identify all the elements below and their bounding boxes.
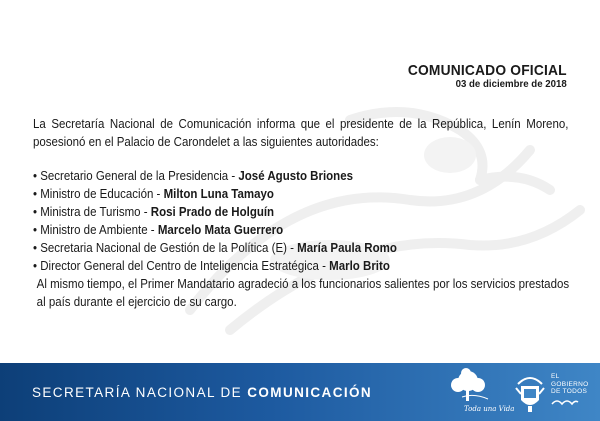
list-item: [33, 167, 568, 185]
wave-icon: [551, 396, 579, 406]
closing-paragraph: Al mismo tiempo, el Primer Mandatario agradeció a los funcionarios salientes por los servicios prestados al país durante el ejercicio de su cargo.: [36, 277, 570, 309]
tree-logo-icon: [444, 367, 515, 417]
appointee-name: Milton Luna Tamayo: [163, 187, 274, 201]
appointment-role: • Ministra de Turismo -: [33, 205, 151, 219]
list-item: [33, 221, 568, 239]
government-logo-line: GOBIERNO: [551, 380, 589, 388]
list-item: [33, 257, 568, 275]
appointee-name: María Paula Romo: [297, 241, 397, 255]
document-title: COMUNICADO OFICIAL: [408, 62, 567, 79]
organization-name-prefix: SECRETARÍA NACIONAL DE: [32, 385, 248, 400]
appointee-name: José Agusto Briones: [238, 169, 353, 183]
appointee-name: Rosi Prado de Holguín: [150, 205, 275, 219]
appointee-name: Marlo Brito: [329, 259, 390, 273]
list-item: [33, 203, 568, 221]
government-logo-line: EL: [551, 373, 560, 380]
organization-name: [32, 385, 372, 400]
appointments-list: [33, 167, 568, 275]
logo-slogan: Toda una Vida: [464, 405, 515, 413]
government-logo-line: DE TODOS: [551, 388, 588, 395]
intro-paragraph: La Secretaría Nacional de Comunicación informa que el presidente de la República, Lenín Moreno, posesionó en el Palacio de Carondelet a las siguientes autoridades:: [33, 117, 569, 149]
appointment-role: • Ministro de Educación -: [33, 187, 164, 201]
appointment-role: • Secretario General de la Presidencia -: [33, 169, 239, 183]
government-logo: [551, 373, 588, 408]
document-body: [33, 115, 568, 311]
appointment-role: • Ministro de Ambiente -: [33, 223, 158, 237]
coat-of-arms-icon: [512, 370, 548, 414]
document-date: 03 de diciembre de 2018: [455, 78, 567, 90]
organization-name-bold: COMUNICACIÓN: [247, 385, 373, 400]
appointment-role: • Director General del Centro de Inteligencia Estratégica -: [33, 259, 330, 273]
list-item: [33, 185, 568, 203]
appointment-role: • Secretaria Nacional de Gestión de la Política (E) -: [33, 241, 298, 255]
document-header: [394, 62, 567, 90]
appointee-name: Marcelo Mata Guerrero: [157, 223, 284, 237]
list-item: [33, 239, 568, 257]
